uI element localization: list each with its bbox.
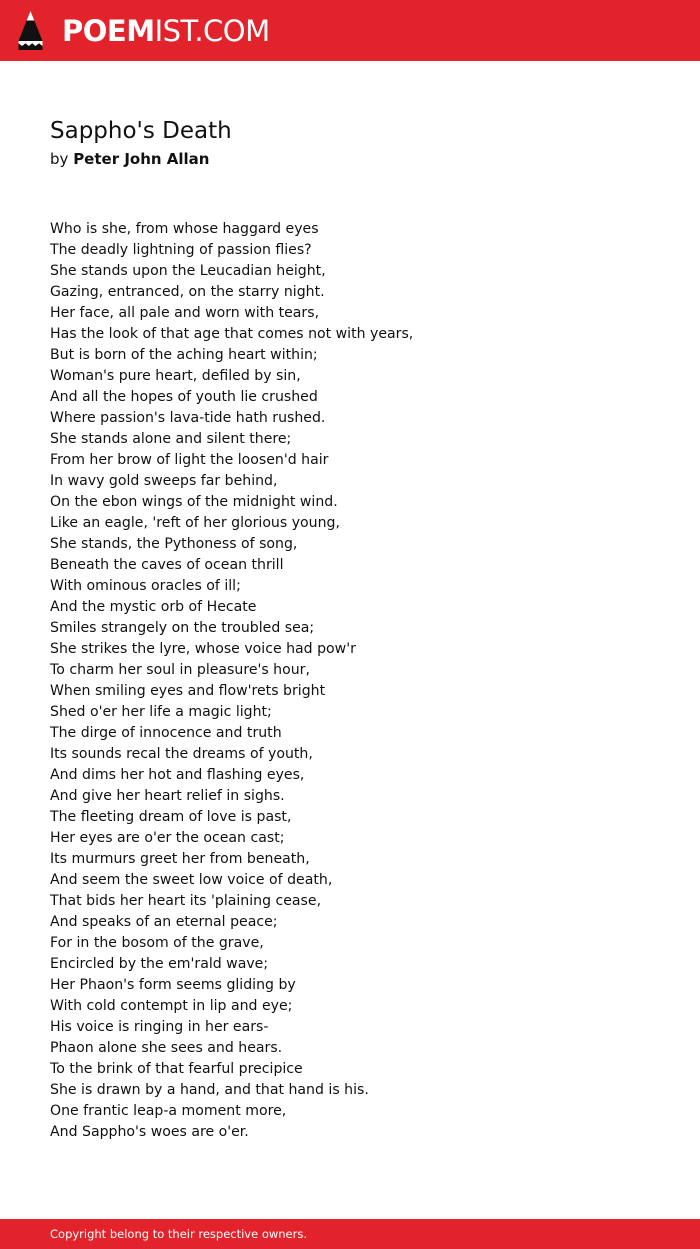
poem-line: And seem the sweet low voice of death, xyxy=(50,872,333,888)
poem-line: And speaks of an eternal peace; xyxy=(50,914,278,930)
poem-line: Where passion's lava-tide hath rushed. xyxy=(50,410,326,426)
poem-line: From her brow of light the loosen'd hair xyxy=(50,452,329,468)
poem-line: To charm her soul in pleasure's hour, xyxy=(50,662,310,678)
poem-line: One frantic leap-a moment more, xyxy=(50,1103,287,1119)
site-header xyxy=(0,0,700,61)
poem-byline xyxy=(50,148,209,170)
poem-line: And the mystic orb of Hecate xyxy=(50,599,257,615)
copyright-text: Copyright belong to their respective owners. xyxy=(50,1227,308,1241)
poem-line: That bids her heart its 'plaining cease, xyxy=(50,893,322,909)
poem-line: In wavy gold sweeps far behind, xyxy=(50,473,278,489)
poem-author: Peter John Allan xyxy=(73,150,210,168)
poem-line: His voice is ringing in her ears- xyxy=(50,1019,269,1035)
poem-line: To the brink of that fearful precipice xyxy=(50,1061,303,1077)
poem-line: With ominous oracles of ill; xyxy=(50,578,241,594)
site-logo[interactable] xyxy=(62,13,270,49)
poem-line: Like an eagle, 'reft of her glorious young, xyxy=(50,515,340,531)
brand-light-text: IST.COM xyxy=(154,14,270,48)
poem-line: The deadly lightning of passion flies? xyxy=(50,242,312,258)
poem-line: Shed o'er her life a magic light; xyxy=(50,704,272,720)
poem-line: Her eyes are o'er the ocean cast; xyxy=(50,830,285,846)
poem-line: For in the bosom of the grave, xyxy=(50,935,264,951)
poem-line: Encircled by the em'rald wave; xyxy=(50,956,269,972)
poem-line: She strikes the lyre, whose voice had pow'r xyxy=(50,641,356,657)
poem-line: Smiles strangely on the troubled sea; xyxy=(50,620,315,636)
poem-line: Her Phaon's form seems gliding by xyxy=(50,977,296,993)
poem-body xyxy=(50,219,650,1143)
poem-line: When smiling eyes and flow'rets bright xyxy=(50,683,326,699)
poem-line: With cold contempt in lip and eye; xyxy=(50,998,293,1014)
poem-line: But is born of the aching heart within; xyxy=(50,347,318,363)
poem-line: Beneath the caves of ocean thrill xyxy=(50,557,284,573)
poem-line: She stands alone and silent there; xyxy=(50,431,292,447)
poem-line: She stands upon the Leucadian height, xyxy=(50,263,326,279)
site-footer xyxy=(0,1219,700,1249)
poem-line: On the ebon wings of the midnight wind. xyxy=(50,494,338,510)
poem-title: Sappho's Death xyxy=(50,118,232,144)
poem-line: Phaon alone she sees and hears. xyxy=(50,1040,283,1056)
poem-line: Gazing, entranced, on the starry night. xyxy=(50,284,325,300)
poem-line: Its sounds recal the dreams of youth, xyxy=(50,746,313,762)
byline-prefix: by xyxy=(50,150,69,168)
poem-line: And dims her hot and flashing eyes, xyxy=(50,767,305,783)
poem-line: And Sappho's woes are o'er. xyxy=(50,1124,249,1140)
poem-line: Its murmurs greet her from beneath, xyxy=(50,851,310,867)
poem-line: Woman's pure heart, defiled by sin, xyxy=(50,368,301,384)
poem-line: The dirge of innocence and truth xyxy=(50,725,282,741)
pencil-tip-icon[interactable] xyxy=(17,10,44,51)
poem-line: And all the hopes of youth lie crushed xyxy=(50,389,318,405)
poem-line: Has the look of that age that comes not with years, xyxy=(50,326,414,342)
poem-line: She is drawn by a hand, and that hand is his. xyxy=(50,1082,369,1098)
brand-bold-text: POEM xyxy=(62,14,155,48)
poem-line: And give her heart relief in sighs. xyxy=(50,788,285,804)
poem-line: The fleeting dream of love is past, xyxy=(50,809,292,825)
poem-line: Who is she, from whose haggard eyes xyxy=(50,221,319,237)
poem-line: Her face, all pale and worn with tears, xyxy=(50,305,320,321)
poem-line: She stands, the Pythoness of song, xyxy=(50,536,298,552)
